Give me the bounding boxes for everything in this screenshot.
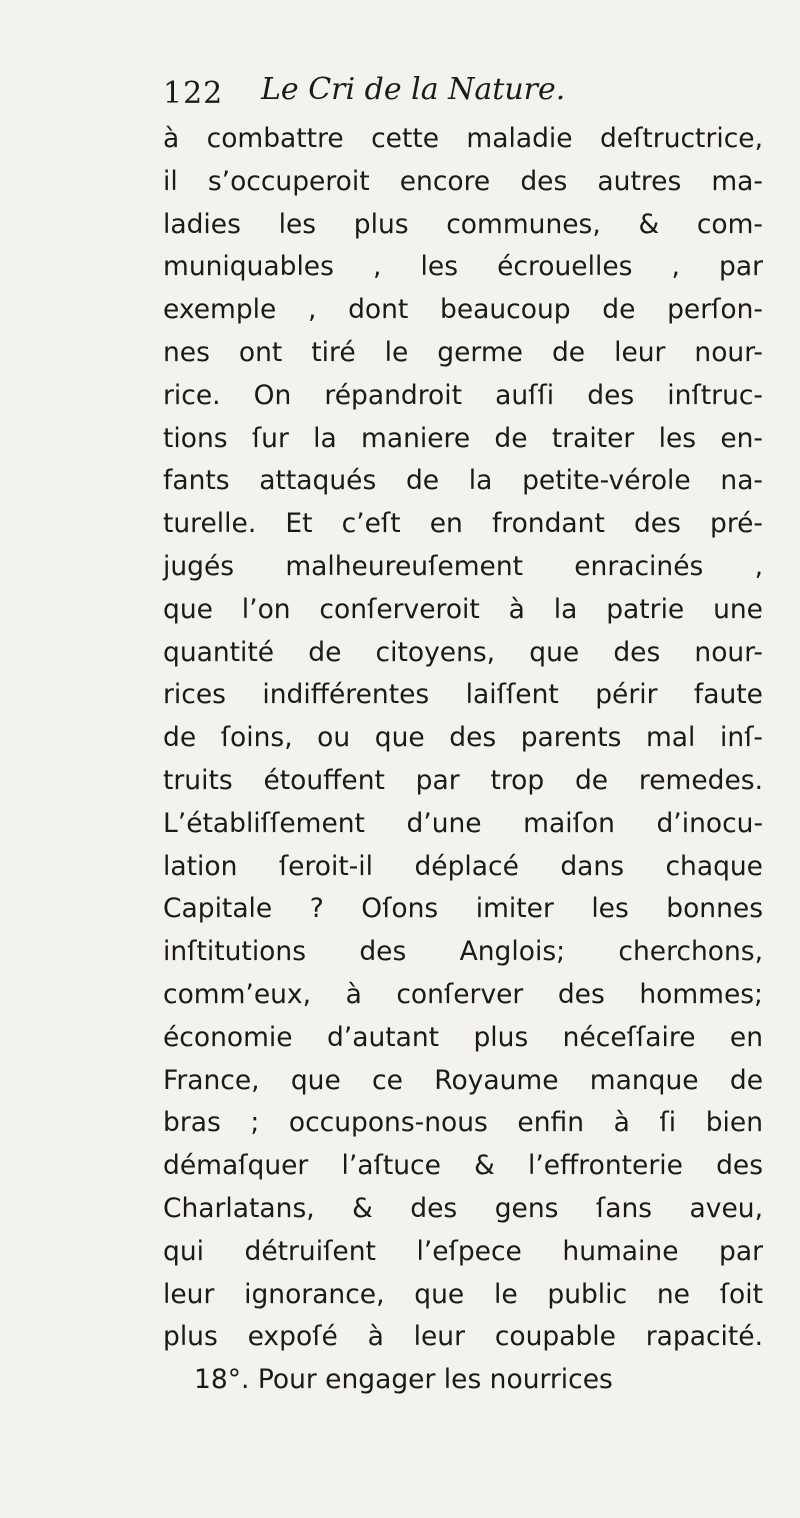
text-line: il s’occuperoit encore des autres ma-: [163, 165, 763, 197]
text-line: Charlatans, & des gens ſans aveu,: [163, 1192, 763, 1224]
text-line: rices indifférentes laiſſent périr faute: [163, 679, 763, 711]
text-line: rice. On répandroit auſſi des inſtruc-: [163, 379, 763, 411]
text-line: qui détruiſent l’eſpece humaine par: [163, 1235, 763, 1267]
text-line: comm’eux, à conſerver des hommes;: [163, 978, 763, 1010]
text-line: plus expoſé à leur coupable rapacité.: [163, 1321, 763, 1353]
running-title: Le Cri de la Nature.: [261, 72, 566, 107]
text-line: à combattre cette maladie deſtructrice,: [163, 123, 763, 154]
text-line: fants attaqués de la petite-vérole na-: [163, 465, 763, 497]
text-line: quantité de citoyens, que des nour-: [163, 636, 763, 668]
text-line: de ſoins, ou que des parents mal inſ-: [163, 722, 763, 754]
text-line: que l’on conſerveroit à la patrie une: [163, 593, 763, 625]
text-line: bras ; occupons-nous enfin à ſi bien: [163, 1107, 763, 1139]
text-line: démaſquer l’aſtuce & l’effronterie des: [163, 1150, 763, 1182]
text-line: inſtitutions des Anglois; cherchons,: [163, 936, 763, 968]
text-line: France, que ce Royaume manque de: [163, 1064, 763, 1096]
page-header: [163, 70, 743, 110]
text-line: exemple , dont beaucoup de perſon-: [163, 294, 763, 326]
text-line: Capitale ? Oſons imiter les bonnes: [163, 893, 763, 925]
text-line: nes ont tiré le germe de leur nour-: [163, 336, 763, 368]
text-line: ladies les plus communes, & com-: [163, 208, 763, 240]
page-number: 122: [163, 76, 224, 111]
text-line-last: 18°. Pour engager les nourrices: [194, 1364, 613, 1396]
text-line: jugés malheureuſement enracinés ,: [163, 550, 763, 582]
text-line: leur ignorance, que le public ne ſoit: [163, 1278, 763, 1310]
body-text: [163, 118, 763, 1402]
text-line: muniquables , les écrouelles , par: [163, 251, 763, 283]
text-line: lation ſeroit-il déplacé dans chaque: [163, 850, 763, 882]
text-line: économie d’autant plus néceſſaire en: [163, 1021, 763, 1053]
text-line: turelle. Et c’eſt en frondant des pré-: [163, 508, 763, 540]
text-line: truits étouffent par trop de remedes.: [163, 764, 763, 796]
text-line: tions ſur la maniere de traiter les en-: [163, 422, 763, 454]
text-line: L’établiſſement d’une maiſon d’inocu-: [163, 807, 763, 839]
